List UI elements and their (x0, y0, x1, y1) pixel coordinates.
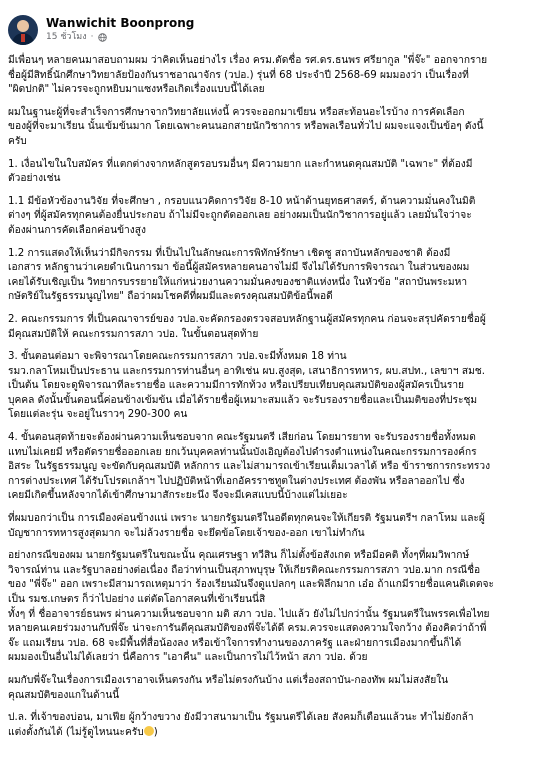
post-paragraph: ผมในฐานะผู้ที่จะสำเร็จการศึกษาจากวิทยาลัยแห่งนี้ ควรจะออกมาเขียน หรือสะท้อนอะไรบ้าง การคัดเลือก ของผู้ที่จะมาเรียน นั้นเข้มข้นมาก โดยเฉพาะคนนอกสายนักวิชาการ หรือพลเรือนทั่วไป ผมจะแจงเป็นข้อๆ ดังนี้ ครับ (8, 106, 484, 147)
avatar-head (17, 20, 29, 32)
post-body (8, 54, 539, 740)
post-header (8, 10, 539, 50)
author-avatar[interactable] (8, 15, 38, 45)
post-paragraph: มีเพื่อนๆ หลายคนมาสอบถามผม ว่าคิดเห็นอย่างไร เรื่อง ครม.ตัดชื่อ รศ.ดร.ธนพร ศรียากูล "พี่จ๊ะ" ออกจากราย ชื่อผู้มีสิทธิ์นักศึกษาวิทยาลัยป้องกันราชอาณาจักร (วปอ.) รุ่นที่ 68 ประจำปี 2568-69 ผมมองว่า เป็นเรื่องที่ "ผิดปกติ" ไม่ควรจะถูกหยิบมาแซงหรือเกิดเรื่องแบบนี้ได้เลย (8, 55, 488, 96)
post-paragraph: 1. เงื่อนไขในใบสมัคร ที่แตกต่างจากหลักสูตรอบรมอื่นๆ มีความยาก และกำหนดคุณสมบัติ "เฉพาะ" ที่ต้องมี ตัวอย่างเช่น (8, 158, 473, 185)
wink-emoji-icon (144, 726, 154, 736)
post-paragraph: ที่ผมบอกว่าเป็น การเมืองค่อนข้างแน่ เพราะ นายกรัฐมนตรีในอดีตทุกคนจะให้เกียรติ รัฐมนตรีฯ กลาโหม และผู้ บัญชาการทหารสูงสุดมาก จะไม่ล้วงรายชื่อ จะยึดข้อโดยเจ้าของ-ออก เขาไม่ทำกัน (8, 513, 485, 539)
post-timestamp[interactable]: 15 ชั่วโมง (46, 32, 87, 42)
post-paragraph-text: ป.ล. ที่เจ้าของบ่อน, มาเฟีย ผู้กว้างขวาง ยังมีวาสนามาเป็น รัฐมนตรีได้เลย สังคมก็เตือนแล้วนะ ทำไม่ยังกล้า แต่งตั้งกันได้ (ไม่รู้ดูไหนนะครับ (8, 712, 474, 738)
globe-icon (98, 33, 107, 42)
post-paragraph: ป.ล. ที่เจ้าของบ่อน, มาเฟีย ผู้กว้างขวาง ยังมีวาสนามาเป็น รัฐมนตรีได้เลย สังคมก็เตือนแล้วนะ ทำไม่ยังกล้า แต่งตั้งกันได้ (ไม่รู้ดูไหนนะครับ ) (8, 712, 474, 738)
author-name[interactable]: Wanwichit Boonprong (46, 16, 195, 30)
post-paragraph: 1.2 การแสดงให้เห็นว่ามีกิจกรรม ที่เป็นไปในลักษณะการพิทักษ์รักษา เชิดชู สถาบันหลักของชาติ ต้องมี เอกสาร หลักฐานว่าเคยดำเนินการมา ข้อนี้ผู้สมัครหลายคนอาจไม่มี จึงไม่ได้รับการพิจารณา ในส่วนของผม เคยได้รับเชิญเป็น วิทยากรบรรยายให้แก่หน่วยงานความมั่นคงของชาติแห่งหนึ่ง ในหัวข้อ "สถาบันพระมหา กษัตริย์ในรัฐธรรมนูญไทย" ถือว่าผมโชคดีที่ผมมีและตรงคุณสมบัติข้อนี้พอดี (8, 247, 470, 303)
post-paragraph: ผมกับพี่จ๊ะในเรื่องการเมืองเราอาจเห็นตรงกัน หรือไม่ตรงกันบ้าง แต่เรื่องสถาบัน-กองทัพ ผมไม่สงสัยใน คุณสมบัติของแกในด้านนี้ (8, 674, 449, 701)
post-meta (46, 31, 194, 44)
separator-dot: · (90, 32, 94, 42)
post-paragraph: 4. ขั้นตอนสุดท้ายจะต้องผ่านความเห็นชอบจาก คณะรัฐมนตรี เสียก่อน โดยมารยาท จะรับรองรายชื่อทั้งหมด แทบไม่เคยมี หรือตัดรายชื่อออกเลย ยกเว้นบุคคลท่านนั้นบังเอิญต้องไปดำรงตำแหน่งในคณะกรรมการองค์กร อิสระ ในรัฐธรรมนูญ จะขัดกับคุณสมบัติ หลักการ และไม่สามารถเข้าเรียนเต็มเวลาได้ หรือ ข้าราชการกระทรวง การต่างประเทศ ได้รับโปรดเกล้าฯ ไปปฏิบัติหน้าที่เอกอัครราชทูตในต่างประเทศ ต้องพัน หรือลาออกไป ซึ่ง เคยมีเกิดขึ้นหลังจากได้เข้าศึกษามาสักระยะนึง จึงจะมีเคสแบบนี้บ้างแต่ไม่เยอะ (8, 432, 491, 502)
avatar-tie (21, 34, 25, 42)
post-paragraph: 2. คณะกรรมการ ที่เป็นคณาจารย์ของ วปอ.จะคัดกรองตรวจสอบหลักฐานผู้สมัครทุกคน ก่อนจะสรุปคัดรายชื่อผู้ มีคุณสมบัติให้ คณะกรรมการสภา วปอ. ในขั้นตอนสุดท้าย (8, 313, 486, 340)
post-paragraph: อย่างกรณีของผม นายกรัฐมนตรีในขณะนั้น คุณเศรษฐา ทวีสิน ก็ไม่ตั้งข้อสังเกต หรือมีอคติ ทั้งๆที่ผมวิพากษ์ วิจารณ์ท่าน และรัฐบาลอย่างต่อเนื่อง ถือว่าท่านเป็นสุภาพบุรุษ ให้เกียรติคณะกรรมการสภา วปอ.มาก กรณีชื่อ ของ "พี่จ๊ะ" ออก เพราะมีสามารถเหตุมาว่า ร้องเรียนมันจึงดูแปลกๆ และพิลึกมาก เอ๋อ ถ้าแกมีรายชื่อแคนดิเดตจะ เป็น รมช.เกษตร ก็ว่าไปอย่าง แต่ตัดโอกาสคนที่เข้าเรียนนี่สิ ทั้งๆ ที่ ชื่ออาจารย์ธนพร ผ่านความเห็นชอบจาก มติ สภา วปอ. ไปแล้ว ยังไม่ไปกว่านั้น รัฐมนตรีในพรรคเพื่อไทย หลายคนเคยร่วมงานกับพี่จ๊ะ น่าจะการันตีคุณสมบัติของพี่จ๊ะได้ดี ครม.ควรจะแสดงความใจกว้าง ต้องคิดว่าถ้าพี่ จ๊ะ แถมเรียน วปอ. 68 จะมีพื้นที่สื่อน้องลง หรือเข้าใจการทำงานของภาครัฐ และฝ่ายการเมืองมากขึ้นก็ได้ ผมมองเป็นอื่นไม่ได้เลยว่า นี่คือการ "เอาคืน" และเป็นการไม่ไว้หน้า สภา วปอ. ด้วย (8, 550, 494, 664)
post-paragraph: 3. ขั้นตอนต่อมา จะพิจารณาโดยคณะกรรมการสภา วปอ.จะมีทั้งหมด 18 ท่าน รมว.กลาโหมเป็นประธาน และกรรมการท่านอื่นๆ อาทิเช่น ผบ.สูงสุด, เสนาธิการทหาร, ผบ.สปท., เลขาฯ สมช. เป็นต้น โดยจะดูพิจารณาทีละรายชื่อ และความมีการทักท้วง หรือเปรียบเทียบคุณสมบัติของผู้สมัครเป็นราย บุคคล ดังนั้นขั้นตอนนี้ค่อนข้างเข้มข้น เมื่อได้รายชื่อผู้เหมาะสมแล้ว จะรับรองรายชื่อและเป็นมติของที่ประชุม โดยแต่ละรุ่น จะอยู่ในราวๆ 290-300 คน (8, 351, 485, 421)
author-info (46, 16, 194, 44)
post-paragraph: 1.1 มีข้อหัวข้องานวิจัย ที่จะศึกษา , กรอบแนวคิดการวิจัย 8-10 หน้าด้านยุทธศาสตร์, ด้านความมั่นคงในมิติ ต่างๆ ที่ผู้สมัครทุกคนต้องยื่นประกอบ ถ้าไม่มีจะถูกตัดออกเลย อย่างผมเป็นนักวิชาการอยู่แล้ว เลยมั่นใจว่าจะ ต้องผ่านการคัดเลือกค่อนข้างสูง (8, 195, 476, 236)
